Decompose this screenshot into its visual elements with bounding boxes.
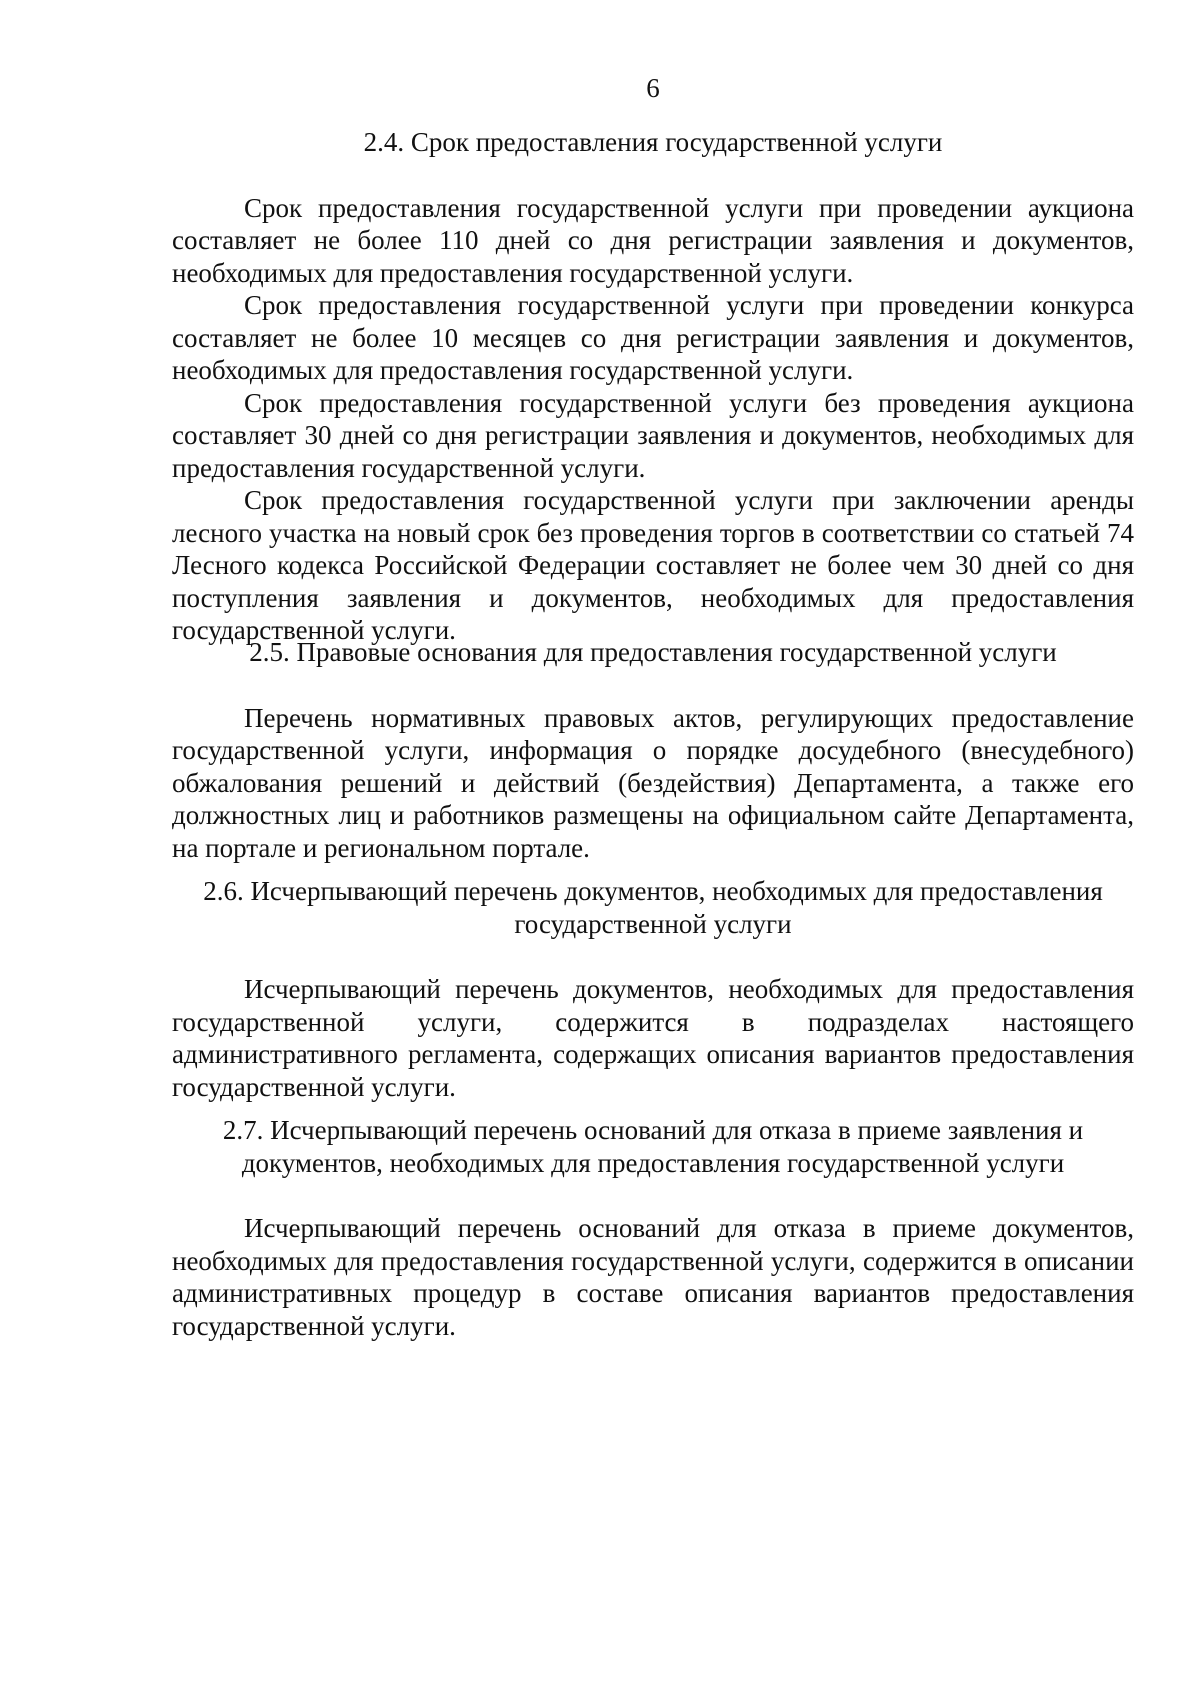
section-2-4 [172,126,1134,647]
paragraph: Срок предоставления государственной услуги при заключении аренды лесного участка на новый срок без проведения торгов в соответствии со статьей 74 Лесного кодекса Российской Федерации составляет не более чем 30 дней со дня поступления заявления и документов, необходимых для предоставления государственной услуги. [172,485,1134,645]
section-heading: 2.4. Срок предоставления государственной услуги [363,127,943,157]
paragraph: Срок предоставления государственной услуги без проведения аукциона составляет 30 дней со дня регистрации заявления и документов, необходимых для предоставления государственной услуги. [172,387,1134,483]
section-heading: 2.5. Правовые основания для предоставления государственной услуги [249,637,1057,667]
paragraph: Срок предоставления государственной услуги при проведении конкурса составляет не более 10 месяцев со дня регистрации заявления и документов, необходимых для предоставления государственной услуги. [172,290,1134,385]
section-body [172,973,1134,1103]
section-heading: 2.6. Исчерпывающий перечень документов, необходимых для предоставления государственной услуги [203,876,1103,939]
paragraph: Исчерпывающий перечень оснований для отказа в приеме документов, необходимых для предоставления государственной услуги, содержится в описании административных процедур в составе описания вариантов предоставления государственной услуги. [172,1213,1134,1341]
section-2-6 [172,875,1134,1103]
section-body [172,192,1134,647]
section-2-5 [172,636,1134,864]
paragraph: Срок предоставления государственной услуги при проведении аукциона составляет не более 110 дней со дня регистрации заявления и документов, необходимых для предоставления государственной услуги. [172,192,1134,288]
paragraph: Перечень нормативных правовых актов, регулирующих предоставление государственной услуги, информация о порядке досудебного (внесудебного) обжалования решений и действий (бездействия) Департамента, а также его должностных лиц и работников размещены на официальном сайте Департамента, на портале и региональном портале. [172,702,1134,863]
paragraph: Исчерпывающий перечень документов, необходимых для предоставления государственной услуги, содержится в подразделах настоящего административного регламента, содержащих описания вариантов предоставления государственной услуги. [172,974,1134,1102]
section-body [172,1212,1134,1342]
section-body [172,702,1134,865]
section-2-7 [172,1114,1134,1342]
section-heading: 2.7. Исчерпывающий перечень оснований для отказа в приеме заявления и документов, необходимых для предоставления государственной услуги [222,1115,1084,1178]
page-number: 6 [646,73,660,103]
